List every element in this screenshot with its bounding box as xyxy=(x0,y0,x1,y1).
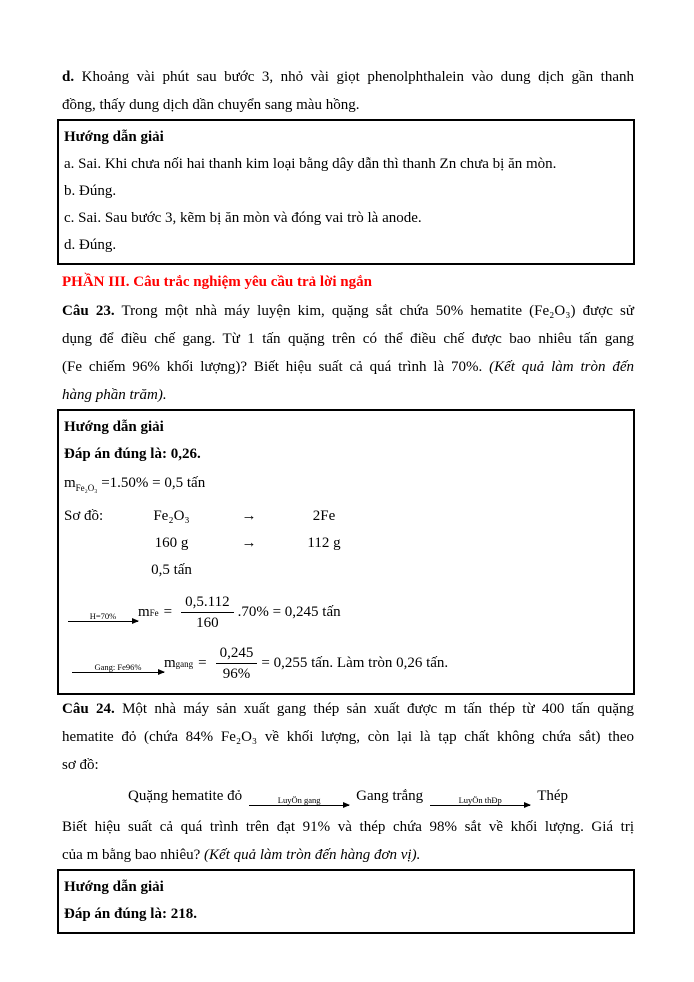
statement-d-paragraph xyxy=(57,63,635,119)
math-subscript: Fe xyxy=(149,607,159,618)
fraction-denominator: 160 xyxy=(196,615,219,631)
question-24-label: Câu 24. xyxy=(62,701,115,717)
paragraph-line: sơ đồ: xyxy=(62,757,99,773)
reaction-arrow-icon xyxy=(72,662,164,673)
paragraph-line xyxy=(62,841,634,869)
scheme-intermediate: Gang trắng xyxy=(356,788,424,804)
solution-title: Hướng dẫn giải xyxy=(64,129,164,145)
answer-line: Đáp án đúng là: 0,26. xyxy=(64,446,201,462)
solution-box-q22 xyxy=(57,119,635,265)
production-scheme xyxy=(62,780,634,812)
right-arrow-icon: → xyxy=(241,508,257,524)
scheme-row xyxy=(64,557,627,584)
math-subscript: Fe₂O₃ xyxy=(75,483,98,493)
math-expression: =1.50% = 0,5 tấn xyxy=(97,475,206,491)
question-23-text: (Fe chiếm 96% khối lượng)? Biết hiệu suất cả quá trình là 70%. xyxy=(62,359,490,375)
fraction-numerator: 0,5.112 xyxy=(181,593,233,613)
arrow-shaft xyxy=(68,621,138,622)
scheme-caption: Sơ đồ: xyxy=(64,508,104,524)
paragraph-line: hematite đỏ (chứa 84% Fe₂O₃ về khối lượng, còn lại là tạp chất không chứa sắt) theo xyxy=(62,729,634,745)
question-24-paragraph xyxy=(57,695,635,869)
paragraph-line: dụng để điều chế gang. Từ 1 tấn quặng trên có thể điều chế được bao nhiêu tấn gang xyxy=(62,331,634,347)
solution-item-d: d. Đúng. xyxy=(64,237,117,253)
calculation-formula-gang xyxy=(72,644,627,683)
scheme-reactant: Quặng hematite đỏ xyxy=(127,788,243,804)
statement-d-label: d. xyxy=(62,69,75,85)
solution-item-c: c. Sai. Sau bước 3, kẽm bị ăn mòn và đóng vai trò là anode. xyxy=(64,210,422,226)
solution-box-q23 xyxy=(57,409,635,695)
reaction-arrow-icon xyxy=(68,611,138,622)
paragraph-line xyxy=(62,695,634,723)
equals-sign: = xyxy=(198,655,207,671)
scheme-mass-left: 160 g xyxy=(154,535,189,551)
math-variable: m xyxy=(64,475,76,491)
scheme-mass-given: 0,5 tấn xyxy=(151,562,192,578)
fraction xyxy=(181,593,233,632)
paragraph-line xyxy=(62,353,634,381)
scheme-product: 2Fe xyxy=(312,508,336,524)
equals-sign: = xyxy=(163,604,173,620)
arrow-condition-label: Gang: Fe96% xyxy=(94,662,142,672)
scheme-product: Thép xyxy=(537,788,569,804)
arrow-shaft xyxy=(430,805,530,806)
fraction-denominator: 96% xyxy=(222,666,251,682)
scheme-mass-right: 112 g xyxy=(307,535,341,551)
statement-d-text: Khoảng vài phút sau bước 3, nhỏ vài giọt phenolphthalein vào dung dịch gần thanh xyxy=(74,69,634,85)
fraction xyxy=(216,644,258,683)
arrow-condition-label: LuyÖn gang xyxy=(277,794,321,805)
question-23-note: hàng phần trăm). xyxy=(62,387,167,403)
arrow-condition-label: H=70% xyxy=(89,611,117,621)
question-23-text: Trong một nhà máy luyện kim, quặng sắt chứa 50% hematite (Fe₂O₃) được sử xyxy=(114,303,634,319)
solution-item-a: a. Sai. Khi chưa nối hai thanh kim loại bằng dây dẫn thì thanh Zn chưa bị ăn mòn. xyxy=(64,156,557,172)
paragraph-line xyxy=(62,63,634,91)
section-3-heading: PHẦN III. Câu trắc nghiệm yêu cầu trả lời ngắn xyxy=(62,274,372,290)
paragraph-line: Biết hiệu suất cả quá trình trên đạt 91% và thép chứa 98% sắt về khối lượng. Giá trị xyxy=(62,819,634,835)
arrow-condition-label: LuyÖn thÐp xyxy=(458,794,502,805)
solution-title: Hướng dẫn giải xyxy=(64,879,164,895)
question-24-note: (Kết quả làm tròn đến hàng đơn vị). xyxy=(204,847,421,863)
question-24-text: của m bằng bao nhiêu? xyxy=(62,847,205,863)
solution-item-b: b. Đúng. xyxy=(64,183,117,199)
question-23-paragraph xyxy=(57,297,635,409)
math-expression: .70% = 0,245 tấn xyxy=(237,604,341,620)
answer-line: Đáp án đúng là: 218. xyxy=(64,906,197,922)
math-expression: = 0,255 tấn. Làm tròn 0,26 tấn. xyxy=(261,655,449,671)
right-arrow-icon: → xyxy=(241,535,257,551)
arrow-shaft xyxy=(249,805,349,806)
calculation-formula-fe xyxy=(68,593,627,632)
scheme-reactant: Fe₂O₃ xyxy=(153,508,190,524)
arrow-shaft xyxy=(72,672,164,673)
paragraph-line xyxy=(62,297,634,325)
scheme-caption xyxy=(64,530,119,557)
solution-box-q24 xyxy=(57,869,635,934)
scheme-row xyxy=(64,503,627,530)
mass-fe2o3-formula xyxy=(64,468,627,503)
question-24-text: Một nhà máy sản xuất gang thép sản xuất được m tấn thép từ 400 tấn quặng xyxy=(114,701,634,717)
math-variable: m xyxy=(138,604,150,620)
reaction-arrow-icon xyxy=(249,795,349,806)
scheme-caption xyxy=(64,557,119,584)
solution-title: Hướng dẫn giải xyxy=(64,419,164,435)
paragraph-line: đồng, thấy dung dịch dần chuyển sang màu hồng. xyxy=(62,97,360,113)
scheme-row xyxy=(64,530,627,557)
reaction-arrow-icon xyxy=(430,795,530,806)
fraction-numerator: 0,245 xyxy=(216,644,258,664)
question-23-note: (Kết quả làm tròn đến xyxy=(489,359,634,375)
question-23-label: Câu 23. xyxy=(62,303,115,319)
math-subscript: gang xyxy=(175,658,194,669)
math-variable: m xyxy=(164,655,176,671)
